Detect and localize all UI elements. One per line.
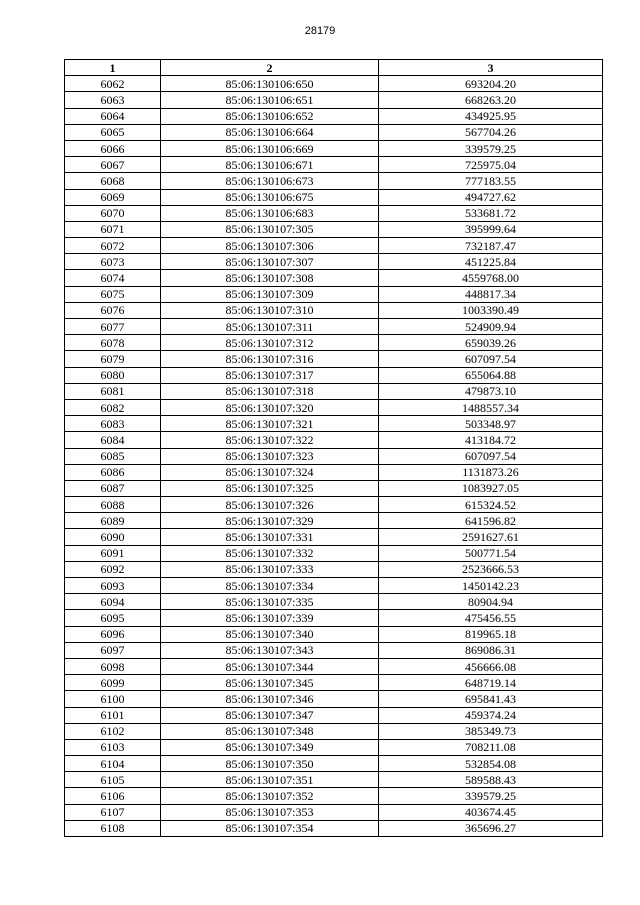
cadastral-number-cell: 85:06:130107:331 — [161, 529, 379, 545]
table-row — [65, 561, 603, 577]
value-cell: 648719.14 — [379, 675, 603, 691]
row-number-cell: 6080 — [65, 367, 161, 383]
row-number-cell: 6075 — [65, 286, 161, 302]
value-cell: 641596.82 — [379, 513, 603, 529]
value-cell: 533681.72 — [379, 205, 603, 221]
cadastral-number-cell: 85:06:130107:323 — [161, 448, 379, 464]
column-header-1: 1 — [65, 60, 161, 76]
value-cell: 456666.08 — [379, 658, 603, 674]
value-cell: 693204.20 — [379, 76, 603, 92]
table-row — [65, 513, 603, 529]
table-row — [65, 642, 603, 658]
cadastral-number-cell: 85:06:130107:307 — [161, 254, 379, 270]
cadastral-number-cell: 85:06:130107:348 — [161, 723, 379, 739]
table-row — [65, 399, 603, 415]
table-row — [65, 140, 603, 156]
table-row — [65, 707, 603, 723]
cadastral-number-cell: 85:06:130106:664 — [161, 124, 379, 140]
row-number-cell: 6099 — [65, 675, 161, 691]
table-row — [65, 416, 603, 432]
value-cell: 668263.20 — [379, 92, 603, 108]
row-number-cell: 6088 — [65, 497, 161, 513]
value-cell: 500771.54 — [379, 545, 603, 561]
cadastral-number-cell: 85:06:130107:321 — [161, 416, 379, 432]
table-row — [65, 383, 603, 399]
table-row — [65, 270, 603, 286]
row-number-cell: 6098 — [65, 658, 161, 674]
value-cell: 385349.73 — [379, 723, 603, 739]
table-row — [65, 319, 603, 335]
cadastral-number-cell: 85:06:130107:333 — [161, 561, 379, 577]
value-cell: 2523666.53 — [379, 561, 603, 577]
table-row — [65, 723, 603, 739]
table-row — [65, 545, 603, 561]
cadastral-number-cell: 85:06:130107:305 — [161, 221, 379, 237]
row-number-cell: 6081 — [65, 383, 161, 399]
row-number-cell: 6077 — [65, 319, 161, 335]
row-number-cell: 6072 — [65, 238, 161, 254]
cadastral-number-cell: 85:06:130107:309 — [161, 286, 379, 302]
row-number-cell: 6067 — [65, 157, 161, 173]
row-number-cell: 6082 — [65, 399, 161, 415]
cadastral-number-cell: 85:06:130107:326 — [161, 497, 379, 513]
table-row — [65, 254, 603, 270]
value-cell: 1003390.49 — [379, 302, 603, 318]
row-number-cell: 6096 — [65, 626, 161, 642]
cadastral-number-cell: 85:06:130106:671 — [161, 157, 379, 173]
row-number-cell: 6094 — [65, 594, 161, 610]
row-number-cell: 6066 — [65, 140, 161, 156]
table-row — [65, 739, 603, 755]
table-row — [65, 691, 603, 707]
table-row — [65, 675, 603, 691]
cadastral-number-cell: 85:06:130107:324 — [161, 464, 379, 480]
cadastral-number-cell: 85:06:130107:343 — [161, 642, 379, 658]
row-number-cell: 6092 — [65, 561, 161, 577]
value-cell: 695841.43 — [379, 691, 603, 707]
cadastral-number-cell: 85:06:130107:320 — [161, 399, 379, 415]
table-row — [65, 578, 603, 594]
cadastral-number-cell: 85:06:130107:329 — [161, 513, 379, 529]
row-number-cell: 6107 — [65, 804, 161, 820]
table-row — [65, 173, 603, 189]
cadastral-number-cell: 85:06:130107:306 — [161, 238, 379, 254]
value-cell: 1083927.05 — [379, 480, 603, 496]
value-cell: 365696.27 — [379, 820, 603, 836]
cadastral-number-cell: 85:06:130107:332 — [161, 545, 379, 561]
value-cell: 1131873.26 — [379, 464, 603, 480]
value-cell: 434925.95 — [379, 108, 603, 124]
row-number-cell: 6084 — [65, 432, 161, 448]
cadastral-number-cell: 85:06:130106:675 — [161, 189, 379, 205]
value-cell: 459374.24 — [379, 707, 603, 723]
value-cell: 532854.08 — [379, 756, 603, 772]
row-number-cell: 6093 — [65, 578, 161, 594]
table-row — [65, 302, 603, 318]
table-row — [65, 804, 603, 820]
table-row — [65, 92, 603, 108]
table-row — [65, 286, 603, 302]
row-number-cell: 6104 — [65, 756, 161, 772]
page-number: 28179 — [304, 25, 336, 37]
cadastral-number-cell: 85:06:130107:310 — [161, 302, 379, 318]
table-row — [65, 351, 603, 367]
row-number-cell: 6074 — [65, 270, 161, 286]
row-number-cell: 6102 — [65, 723, 161, 739]
row-number-cell: 6078 — [65, 335, 161, 351]
value-cell: 395999.64 — [379, 221, 603, 237]
cadastral-number-cell: 85:06:130107:311 — [161, 319, 379, 335]
row-number-cell: 6070 — [65, 205, 161, 221]
table-row — [65, 76, 603, 92]
row-number-cell: 6063 — [65, 92, 161, 108]
cadastral-number-cell: 85:06:130107:318 — [161, 383, 379, 399]
table-row — [65, 820, 603, 836]
row-number-cell: 6085 — [65, 448, 161, 464]
table-row — [65, 432, 603, 448]
row-number-cell: 6083 — [65, 416, 161, 432]
table-row — [65, 124, 603, 140]
value-cell: 4559768.00 — [379, 270, 603, 286]
row-number-cell: 6076 — [65, 302, 161, 318]
table-row — [65, 772, 603, 788]
cadastral-number-cell: 85:06:130106:652 — [161, 108, 379, 124]
cadastral-number-cell: 85:06:130107:316 — [161, 351, 379, 367]
value-cell: 777183.55 — [379, 173, 603, 189]
row-number-cell: 6086 — [65, 464, 161, 480]
row-number-cell: 6068 — [65, 173, 161, 189]
cadastral-number-cell: 85:06:130106:669 — [161, 140, 379, 156]
cadastral-number-cell: 85:06:130107:349 — [161, 739, 379, 755]
value-cell: 80904.94 — [379, 594, 603, 610]
value-cell: 403674.45 — [379, 804, 603, 820]
table-row — [65, 205, 603, 221]
cadastral-number-cell: 85:06:130107:352 — [161, 788, 379, 804]
data-table — [64, 59, 603, 837]
cadastral-number-cell: 85:06:130107:354 — [161, 820, 379, 836]
cadastral-number-cell: 85:06:130107:335 — [161, 594, 379, 610]
row-number-cell: 6095 — [65, 610, 161, 626]
value-cell: 589588.43 — [379, 772, 603, 788]
cadastral-number-cell: 85:06:130107:317 — [161, 367, 379, 383]
cadastral-number-cell: 85:06:130107:351 — [161, 772, 379, 788]
row-number-cell: 6097 — [65, 642, 161, 658]
row-number-cell: 6089 — [65, 513, 161, 529]
cadastral-number-cell: 85:06:130107:350 — [161, 756, 379, 772]
value-cell: 448817.34 — [379, 286, 603, 302]
value-cell: 607097.54 — [379, 351, 603, 367]
value-cell: 479873.10 — [379, 383, 603, 399]
table-row — [65, 238, 603, 254]
table-row — [65, 529, 603, 545]
value-cell: 708211.08 — [379, 739, 603, 755]
cadastral-number-cell: 85:06:130107:340 — [161, 626, 379, 642]
table-row — [65, 480, 603, 496]
value-cell: 659039.26 — [379, 335, 603, 351]
value-cell: 339579.25 — [379, 788, 603, 804]
cadastral-number-cell: 85:06:130107:308 — [161, 270, 379, 286]
table-row — [65, 626, 603, 642]
cadastral-number-cell: 85:06:130107:312 — [161, 335, 379, 351]
value-cell: 1488557.34 — [379, 399, 603, 415]
value-cell: 451225.84 — [379, 254, 603, 270]
cadastral-number-cell: 85:06:130107:334 — [161, 578, 379, 594]
cadastral-number-cell: 85:06:130107:339 — [161, 610, 379, 626]
value-cell: 475456.55 — [379, 610, 603, 626]
value-cell: 655064.88 — [379, 367, 603, 383]
table-row — [65, 497, 603, 513]
value-cell: 503348.97 — [379, 416, 603, 432]
cadastral-number-cell: 85:06:130106:651 — [161, 92, 379, 108]
table-row — [65, 221, 603, 237]
value-cell: 413184.72 — [379, 432, 603, 448]
cadastral-number-cell: 85:06:130107:346 — [161, 691, 379, 707]
table-row — [65, 157, 603, 173]
cadastral-number-cell: 85:06:130106:683 — [161, 205, 379, 221]
row-number-cell: 6069 — [65, 189, 161, 205]
table-row — [65, 189, 603, 205]
cadastral-number-cell: 85:06:130106:650 — [161, 76, 379, 92]
table-row — [65, 335, 603, 351]
cadastral-number-cell: 85:06:130107:322 — [161, 432, 379, 448]
cadastral-number-cell: 85:06:130107:347 — [161, 707, 379, 723]
cadastral-number-cell: 85:06:130107:344 — [161, 658, 379, 674]
table-row — [65, 594, 603, 610]
value-cell: 732187.47 — [379, 238, 603, 254]
row-number-cell: 6073 — [65, 254, 161, 270]
row-number-cell: 6071 — [65, 221, 161, 237]
row-number-cell: 6100 — [65, 691, 161, 707]
row-number-cell: 6079 — [65, 351, 161, 367]
cadastral-number-cell: 85:06:130107:325 — [161, 480, 379, 496]
table-row — [65, 367, 603, 383]
column-header-3: 3 — [379, 60, 603, 76]
row-number-cell: 6103 — [65, 739, 161, 755]
table-row — [65, 610, 603, 626]
row-number-cell: 6091 — [65, 545, 161, 561]
value-cell: 607097.54 — [379, 448, 603, 464]
value-cell: 2591627.61 — [379, 529, 603, 545]
cadastral-number-cell: 85:06:130106:673 — [161, 173, 379, 189]
value-cell: 869086.31 — [379, 642, 603, 658]
value-cell: 524909.94 — [379, 319, 603, 335]
value-cell: 494727.62 — [379, 189, 603, 205]
row-number-cell: 6087 — [65, 480, 161, 496]
table-row — [65, 756, 603, 772]
value-cell: 819965.18 — [379, 626, 603, 642]
row-number-cell: 6062 — [65, 76, 161, 92]
value-cell: 339579.25 — [379, 140, 603, 156]
row-number-cell: 6090 — [65, 529, 161, 545]
row-number-cell: 6065 — [65, 124, 161, 140]
cadastral-number-cell: 85:06:130107:353 — [161, 804, 379, 820]
table-body — [65, 76, 603, 837]
table-row — [65, 108, 603, 124]
column-header-2: 2 — [161, 60, 379, 76]
row-number-cell: 6106 — [65, 788, 161, 804]
row-number-cell: 6101 — [65, 707, 161, 723]
table-row — [65, 448, 603, 464]
row-number-cell: 6108 — [65, 820, 161, 836]
row-number-cell: 6064 — [65, 108, 161, 124]
cadastral-number-cell: 85:06:130107:345 — [161, 675, 379, 691]
table-row — [65, 464, 603, 480]
value-cell: 1450142.23 — [379, 578, 603, 594]
row-number-cell: 6105 — [65, 772, 161, 788]
table-row — [65, 788, 603, 804]
table-header-row — [65, 60, 603, 76]
value-cell: 567704.26 — [379, 124, 603, 140]
value-cell: 615324.52 — [379, 497, 603, 513]
table-row — [65, 658, 603, 674]
value-cell: 725975.04 — [379, 157, 603, 173]
